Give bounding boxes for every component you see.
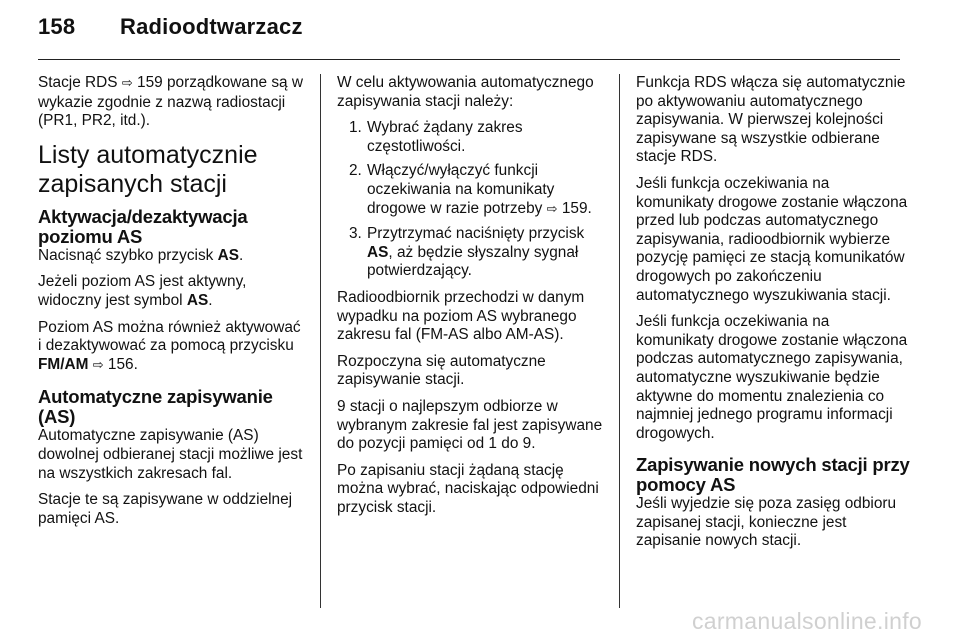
cross-reference-arrow-icon: ⇨ xyxy=(121,76,133,91)
paragraph: Stacje RDS ⇨ 159 porządkowane są w wykazie zgodnie z nazwą radiostacji (PR1, PR2, itd.). xyxy=(38,74,304,130)
column-1 xyxy=(38,74,306,536)
paragraph: Jeśli funkcja oczekiwania na komunikaty drogowe zostanie włączona podczas automatycznego zapisywania, automatyczne wyszukiwanie będzie aktywne do momentu znalezienia co najmniej jednego programu informacji drogowych. xyxy=(636,313,908,442)
paragraph: Rozpoczyna się automatyczne zapisywanie stacji. xyxy=(337,352,546,389)
paragraph: Jeżeli poziom AS jest aktywny, widoczny jest symbol AS. xyxy=(38,273,247,309)
cross-reference-arrow-icon: ⇨ xyxy=(92,357,104,373)
column-divider xyxy=(619,74,620,608)
paragraph: Stacje te są zapisywane w oddzielnej pamięci AS. xyxy=(38,491,293,527)
paragraph: W celu aktywowania automatycznego zapisywania stacji należy: xyxy=(337,74,594,110)
page-header xyxy=(38,14,303,40)
button-name: AS xyxy=(367,243,389,261)
list-item: 3. Przytrzymać naciśnięty przycisk AS, aż będzie słyszalny sygnał potwierdzający. xyxy=(349,225,585,280)
header-rule xyxy=(38,59,900,60)
paragraph: Automatyczne zapisywanie (AS) dowolnej odbieranej stacji możliwe jest na wszystkich zakresach fal. xyxy=(38,427,303,482)
column-divider xyxy=(320,74,321,608)
symbol-name: AS xyxy=(186,291,209,309)
list-item: 2. Włączyć/wyłączyć funkcji oczekiwania na komunikaty drogowe w razie potrzeby ⇨ 159. xyxy=(349,162,592,217)
paragraph: Nacisnąć szybko przycisk AS. xyxy=(38,246,244,264)
button-name: FM/AM xyxy=(38,355,89,373)
cross-reference-arrow-icon: ⇨ xyxy=(546,201,558,217)
column-2 xyxy=(337,74,612,525)
subsection-heading: Aktywacja/dezaktywacja poziomu AS xyxy=(38,205,248,247)
subsection-heading: Zapisywanie nowych stacji przy pomocy AS xyxy=(636,454,910,496)
cross-reference-link[interactable]: 159 xyxy=(137,74,163,91)
chapter-title: Radioodtwarzacz xyxy=(120,14,303,39)
list-item: 1. Wybrać żądany zakres częstotliwości. xyxy=(349,119,523,155)
cross-reference-link[interactable]: 156 xyxy=(107,355,134,373)
section-heading: Listy automatycznie zapisanych stacji xyxy=(38,140,258,198)
watermark: carmanualsonline.info xyxy=(691,608,922,634)
button-name: AS xyxy=(217,246,239,264)
steps-list xyxy=(337,119,612,281)
paragraph: Poziom AS można również aktywować i dezaktywować za pomocą przycisku FM/AM ⇨ 156. xyxy=(38,318,301,373)
paragraph: Jeśli funkcja oczekiwania na komunikaty drogowe zostanie włączona przed lub podczas automatycznego zapisywania, radioodbiornik wybierze pozycję pamięci ze stacją komunikatów drogowych po zakończeniu automatycznego wyszukiwania stacji. xyxy=(636,174,908,304)
paragraph: Jeśli wyjedzie się poza zasięg odbioru zapisanej stacji, konieczne jest zapisanie nowych stacji. xyxy=(636,495,897,550)
paragraph: Funkcja RDS włącza się automatycznie po aktywowaniu automatycznego zapisywania. W pierwszej kolejności zapisywane są wszystkie odbierane stacje RDS. xyxy=(636,74,906,166)
page-number: 158 xyxy=(38,14,76,39)
paragraph: Radioodbiornik przechodzi w danym wypadku na poziom AS wybranego zakresu fal (FM-AS albo AM-AS). xyxy=(337,288,585,344)
paragraph: Po zapisaniu stacji żądaną stację można wybrać, naciskając odpowiedni przycisk stacji. xyxy=(337,461,599,516)
subsection-heading: Automatyczne zapisywanie (AS) xyxy=(38,386,273,428)
column-3 xyxy=(636,74,911,559)
paragraph: 9 stacji o najlepszym odbiorze w wybranym zakresie fal jest zapisywane do pozycji pamięci od 1 do 9. xyxy=(337,397,603,453)
cross-reference-link[interactable]: 159 xyxy=(561,199,588,217)
